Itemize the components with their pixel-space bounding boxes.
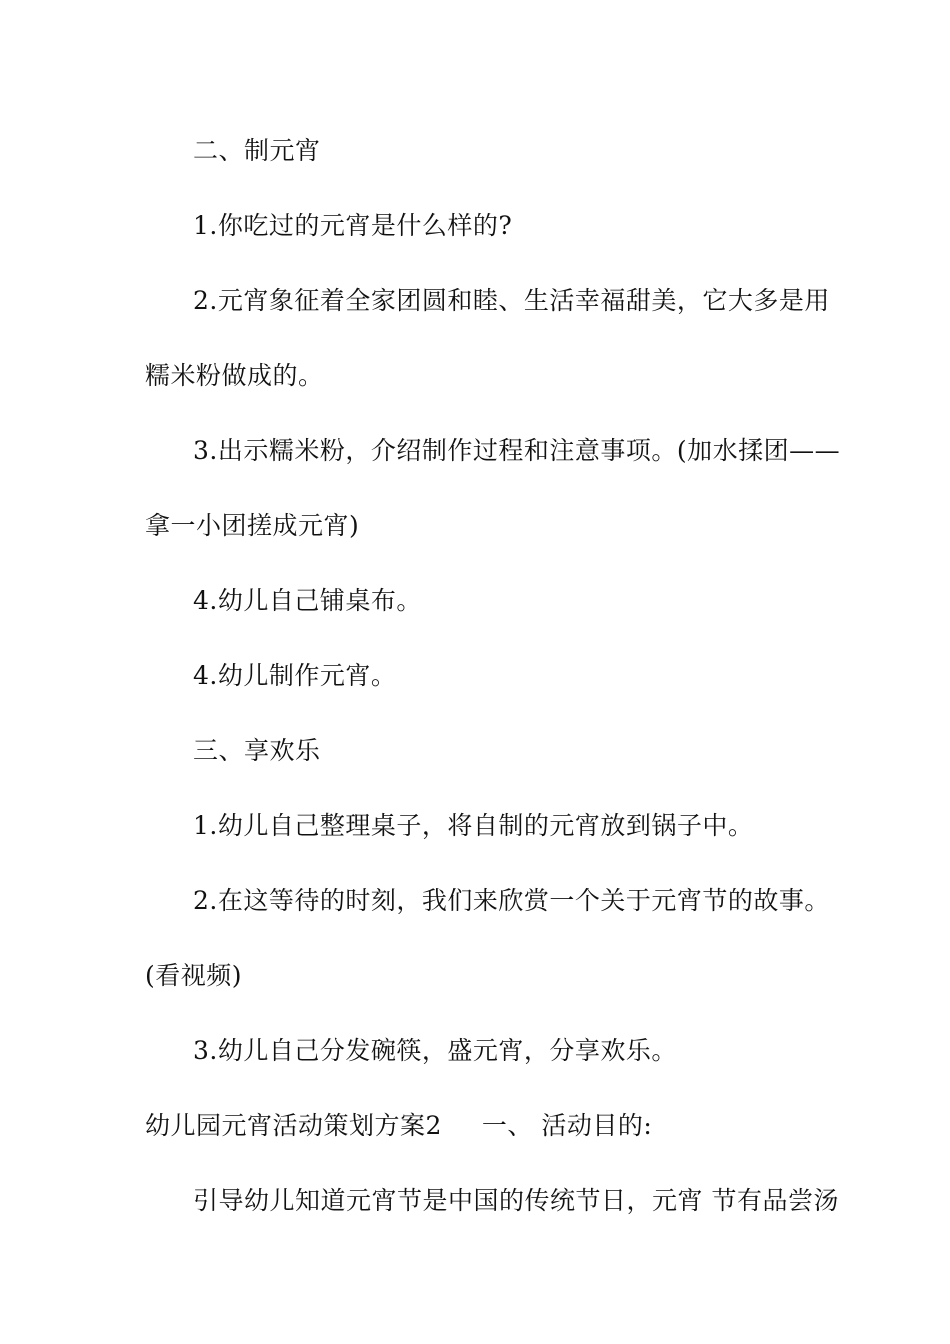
paragraph-line: 拿一小团搓成元宵): [145, 511, 360, 540]
section-heading-make-yuanxiao: 二、制元宵: [193, 136, 321, 165]
paragraph-line: 4.幼儿自己铺桌布。: [193, 586, 422, 615]
paragraph-line: 3.出示糯米粉，介绍制作过程和注意事项。(加水揉团——: [193, 436, 841, 465]
section-heading-enjoy: 三、享欢乐: [193, 736, 321, 765]
plan-title: 幼儿园元宵活动策划方案2: [145, 1111, 442, 1140]
paragraph-line: 引导幼儿知道元宵节是中国的传统节日，元宵 节有品尝汤: [193, 1186, 839, 1215]
paragraph-line: 2.在这等待的时刻，我们来欣赏一个关于元宵节的故事。: [193, 886, 830, 915]
plan-title-line: [145, 1109, 825, 1143]
paragraph-line: 糯米粉做成的。: [145, 361, 324, 390]
paragraph-line: 1.你吃过的元宵是什么样的?: [193, 211, 513, 240]
paragraph-line: 3.幼儿自己分发碗筷，盛元宵，分享欢乐。: [193, 1036, 677, 1065]
activity-goal-heading: 一、 活动目的:: [481, 1111, 653, 1140]
paragraph-line: 1.幼儿自己整理桌子，将自制的元宵放到锅子中。: [193, 811, 754, 840]
paragraph-line: 4.幼儿制作元宵。: [193, 661, 397, 690]
paragraph-line: (看视频): [145, 961, 243, 990]
paragraph-line: 2.元宵象征着全家团圆和睦、生活幸福甜美，它大多是用: [193, 286, 830, 315]
